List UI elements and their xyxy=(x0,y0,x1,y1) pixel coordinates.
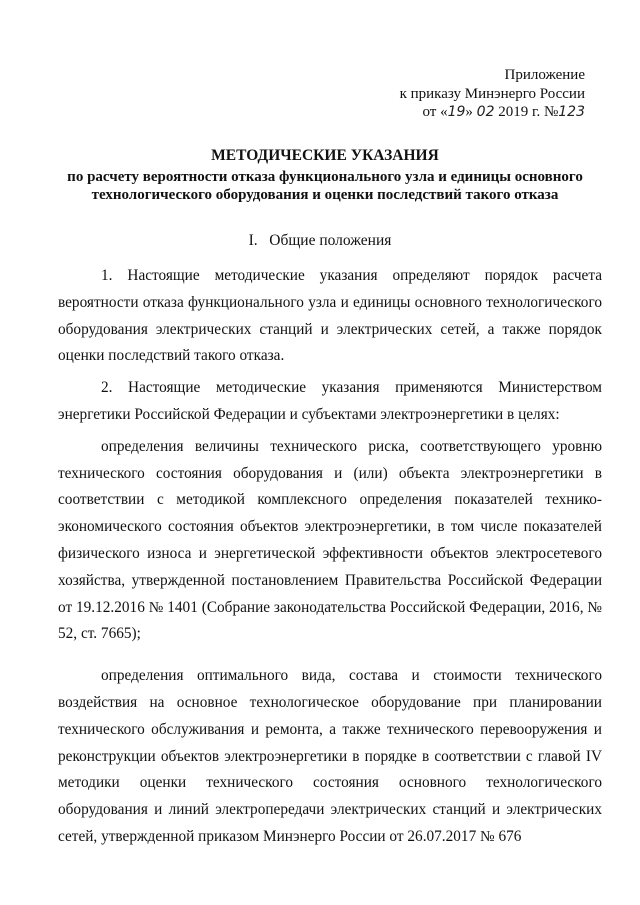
paragraph-4: определения оптимального вида, состава и стоимости технического воздействия на основное технологическое оборудование при планировании технического обслуживания и ремонта, а также технического перевооружения и реконструкции объектов электроэнергетики в порядке в соответствии с главой IV методики оценки технического состояния основного технологического оборудования и линий электропередачи электрических станций и электрических сетей, утвержденной приказом Минэнерго России от 26.07.2017 № 676 xyxy=(58,667,602,845)
date-prefix: от « xyxy=(422,104,448,120)
paragraph-2: 2. Настоящие методические указания применяются Министерством энергетики Российской Федерации и субъектами электроэнергетики в целях: xyxy=(58,379,602,423)
document-title: МЕТОДИЧЕСКИЕ УКАЗАНИЯ xyxy=(211,147,439,164)
paragraph-3: определения величины технического риска, соответствующего уровню технического состояния оборудования и (или) объекта электроэнергетики в соответствии с методикой комплексного определения показателей технико-экономического состояния объектов электроэнергетики, в том числе показателей физического износа и энергетической эффективности объектов электросетевого хозяйства, утвержденной постановлением Правительства Российской Федерации от 19.12.2016 № 1401 (Собрание законодательства Российской Федерации, 2016, № 52, ст. 7665); xyxy=(58,437,602,643)
appendix-date-number xyxy=(395,103,585,122)
date-separator: » xyxy=(465,104,477,120)
section-heading: I. Общие положения xyxy=(248,232,392,249)
document-subtitle: по расчету вероятности отказа функционального узла и единицы основного технологического оборудования и оценки последствий такого отказа xyxy=(67,169,583,203)
appendix-order-ref: к приказу Минэнерго России xyxy=(399,85,585,102)
document-body xyxy=(58,263,602,856)
appendix-label: Приложение xyxy=(504,67,585,83)
handwritten-day: 19 xyxy=(447,104,466,120)
handwritten-order-number: 123 xyxy=(558,104,585,120)
appendix-block xyxy=(395,66,585,122)
date-year: 2019 г. № xyxy=(494,104,559,120)
handwritten-month: 02 xyxy=(476,104,495,120)
paragraph-1: 1. Настоящие методические указания определяют порядок расчета вероятности отказа функционального узла и единицы основного технологического оборудования электрических станций и электрических сетей, а также порядок оценки последствий такого отказа. xyxy=(58,267,602,365)
